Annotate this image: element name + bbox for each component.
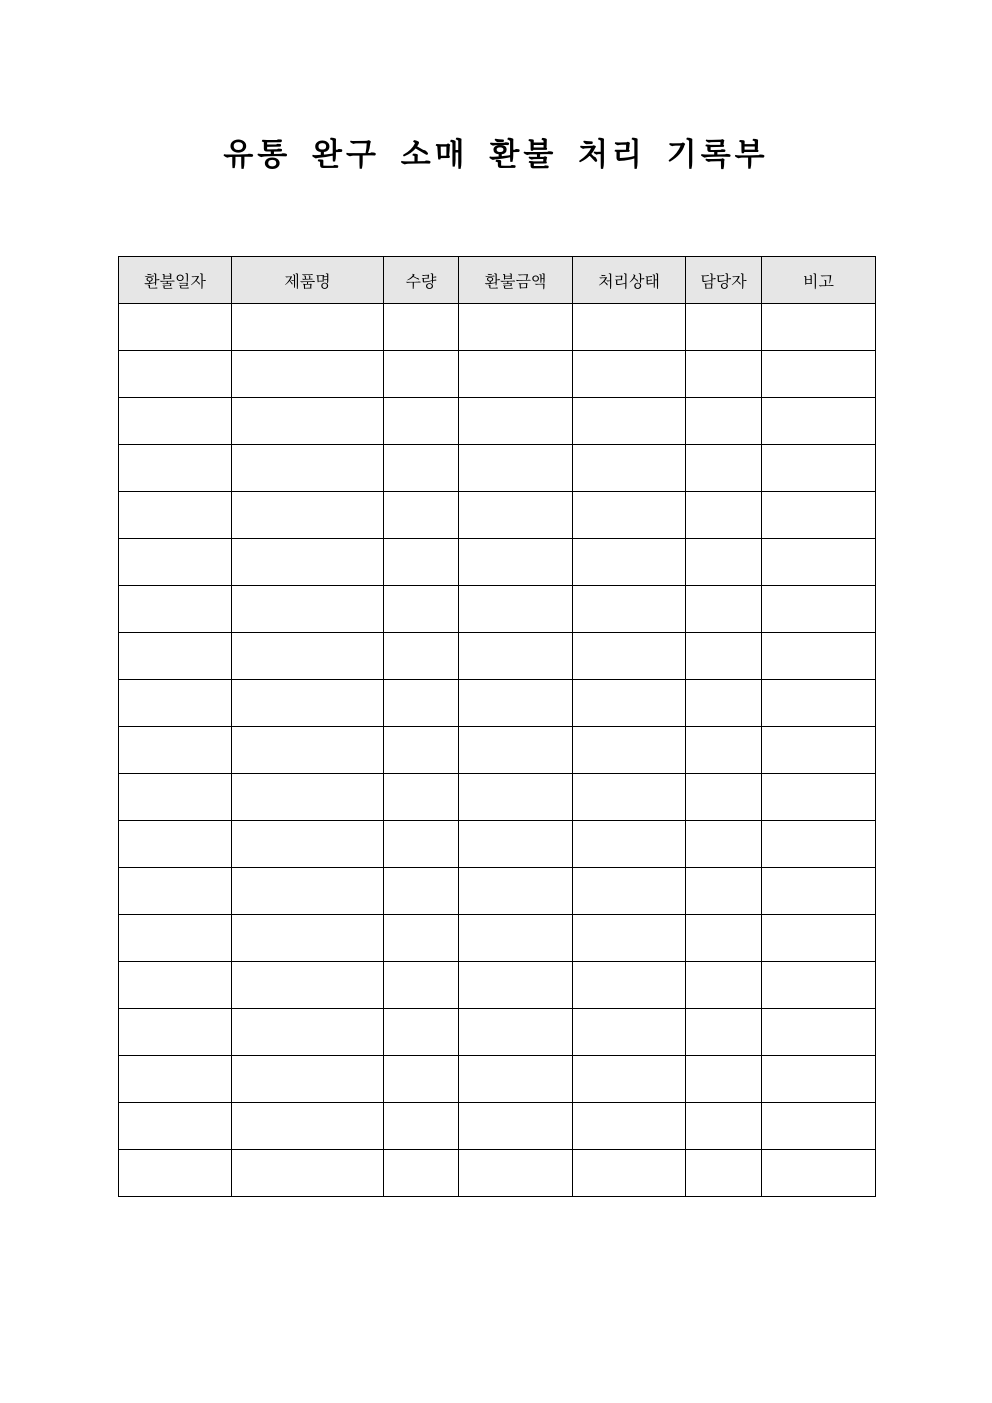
table-row: [119, 304, 876, 351]
cell-refund-date[interactable]: [119, 1056, 232, 1103]
cell-refund-amount[interactable]: [459, 1009, 573, 1056]
table-row: [119, 351, 876, 398]
cell-manager[interactable]: [686, 539, 762, 586]
cell-product-name[interactable]: [232, 680, 384, 727]
table-row: [119, 492, 876, 539]
cell-product-name[interactable]: [232, 492, 384, 539]
cell-manager[interactable]: [686, 868, 762, 915]
table-row: [119, 868, 876, 915]
cell-remarks[interactable]: [762, 774, 876, 821]
table-row: [119, 1150, 876, 1197]
cell-refund-amount[interactable]: [459, 398, 573, 445]
cell-remarks[interactable]: [762, 868, 876, 915]
table-row: [119, 727, 876, 774]
cell-quantity[interactable]: [384, 1009, 459, 1056]
cell-product-name[interactable]: [232, 915, 384, 962]
cell-process-status[interactable]: [573, 1103, 686, 1150]
table-body: [119, 304, 876, 1197]
header-remarks: 비고: [762, 257, 876, 304]
table-row: [119, 445, 876, 492]
header-refund-amount: 환불금액: [459, 257, 573, 304]
cell-quantity[interactable]: [384, 351, 459, 398]
cell-refund-amount[interactable]: [459, 1056, 573, 1103]
cell-product-name[interactable]: [232, 962, 384, 1009]
cell-refund-amount[interactable]: [459, 539, 573, 586]
cell-process-status[interactable]: [573, 727, 686, 774]
cell-process-status[interactable]: [573, 586, 686, 633]
table-row: [119, 539, 876, 586]
cell-quantity[interactable]: [384, 398, 459, 445]
table-row: [119, 1009, 876, 1056]
cell-refund-amount[interactable]: [459, 868, 573, 915]
cell-manager[interactable]: [686, 586, 762, 633]
cell-refund-date[interactable]: [119, 445, 232, 492]
cell-remarks[interactable]: [762, 727, 876, 774]
header-process-status: 처리상태: [573, 257, 686, 304]
table-row: [119, 586, 876, 633]
cell-refund-date[interactable]: [119, 821, 232, 868]
cell-process-status[interactable]: [573, 445, 686, 492]
table-row: [119, 680, 876, 727]
cell-remarks[interactable]: [762, 821, 876, 868]
cell-process-status[interactable]: [573, 680, 686, 727]
cell-manager[interactable]: [686, 445, 762, 492]
header-manager: 담당자: [686, 257, 762, 304]
table-row: [119, 1103, 876, 1150]
table-row: [119, 398, 876, 445]
table-row: [119, 1056, 876, 1103]
cell-process-status[interactable]: [573, 398, 686, 445]
table-row: [119, 915, 876, 962]
cell-remarks[interactable]: [762, 492, 876, 539]
cell-manager[interactable]: [686, 1056, 762, 1103]
cell-remarks[interactable]: [762, 1103, 876, 1150]
cell-quantity[interactable]: [384, 821, 459, 868]
refund-record-table: [118, 256, 876, 1197]
cell-quantity[interactable]: [384, 868, 459, 915]
cell-manager[interactable]: [686, 1009, 762, 1056]
cell-quantity[interactable]: [384, 1150, 459, 1197]
table-row: [119, 821, 876, 868]
cell-refund-date[interactable]: [119, 351, 232, 398]
cell-product-name[interactable]: [232, 351, 384, 398]
cell-process-status[interactable]: [573, 351, 686, 398]
cell-remarks[interactable]: [762, 445, 876, 492]
cell-manager[interactable]: [686, 774, 762, 821]
cell-quantity[interactable]: [384, 1056, 459, 1103]
cell-process-status[interactable]: [573, 774, 686, 821]
cell-refund-date[interactable]: [119, 398, 232, 445]
cell-process-status[interactable]: [573, 821, 686, 868]
cell-remarks[interactable]: [762, 915, 876, 962]
cell-quantity[interactable]: [384, 727, 459, 774]
cell-process-status[interactable]: [573, 539, 686, 586]
cell-product-name[interactable]: [232, 1150, 384, 1197]
cell-process-status[interactable]: [573, 962, 686, 1009]
cell-refund-amount[interactable]: [459, 774, 573, 821]
cell-product-name[interactable]: [232, 868, 384, 915]
cell-product-name[interactable]: [232, 1056, 384, 1103]
cell-remarks[interactable]: [762, 398, 876, 445]
cell-quantity[interactable]: [384, 633, 459, 680]
cell-refund-date[interactable]: [119, 727, 232, 774]
cell-refund-date[interactable]: [119, 539, 232, 586]
cell-refund-amount[interactable]: [459, 586, 573, 633]
cell-quantity[interactable]: [384, 915, 459, 962]
cell-product-name[interactable]: [232, 398, 384, 445]
cell-refund-date[interactable]: [119, 1009, 232, 1056]
cell-product-name[interactable]: [232, 586, 384, 633]
header-product-name: 제품명: [232, 257, 384, 304]
cell-refund-date[interactable]: [119, 962, 232, 1009]
cell-manager[interactable]: [686, 351, 762, 398]
cell-quantity[interactable]: [384, 962, 459, 1009]
header-refund-date: 환불일자: [119, 257, 232, 304]
cell-manager[interactable]: [686, 1150, 762, 1197]
cell-refund-date[interactable]: [119, 304, 232, 351]
table-row: [119, 962, 876, 1009]
cell-refund-amount[interactable]: [459, 445, 573, 492]
cell-refund-date[interactable]: [119, 1150, 232, 1197]
cell-product-name[interactable]: [232, 539, 384, 586]
cell-refund-amount[interactable]: [459, 680, 573, 727]
cell-quantity[interactable]: [384, 1103, 459, 1150]
cell-refund-amount[interactable]: [459, 727, 573, 774]
page-title: 유통 완구 소매 환불 처리 기록부: [223, 137, 769, 173]
cell-remarks[interactable]: [762, 680, 876, 727]
cell-refund-date[interactable]: [119, 868, 232, 915]
cell-quantity[interactable]: [384, 304, 459, 351]
cell-remarks[interactable]: [762, 1150, 876, 1197]
cell-product-name[interactable]: [232, 727, 384, 774]
cell-manager[interactable]: [686, 915, 762, 962]
cell-product-name[interactable]: [232, 774, 384, 821]
cell-refund-amount[interactable]: [459, 821, 573, 868]
cell-quantity[interactable]: [384, 680, 459, 727]
cell-manager[interactable]: [686, 727, 762, 774]
cell-refund-date[interactable]: [119, 774, 232, 821]
cell-product-name[interactable]: [232, 821, 384, 868]
cell-refund-date[interactable]: [119, 1103, 232, 1150]
cell-refund-amount[interactable]: [459, 962, 573, 1009]
cell-refund-date[interactable]: [119, 586, 232, 633]
cell-product-name[interactable]: [232, 1009, 384, 1056]
cell-remarks[interactable]: [762, 539, 876, 586]
table-header-row: [119, 257, 876, 304]
cell-process-status[interactable]: [573, 1056, 686, 1103]
cell-refund-amount[interactable]: [459, 633, 573, 680]
cell-refund-amount[interactable]: [459, 351, 573, 398]
cell-remarks[interactable]: [762, 1056, 876, 1103]
table-row: [119, 774, 876, 821]
header-quantity: 수량: [384, 257, 459, 304]
cell-refund-amount[interactable]: [459, 915, 573, 962]
cell-process-status[interactable]: [573, 1150, 686, 1197]
cell-refund-amount[interactable]: [459, 1150, 573, 1197]
cell-refund-amount[interactable]: [459, 492, 573, 539]
cell-quantity[interactable]: [384, 774, 459, 821]
cell-refund-date[interactable]: [119, 915, 232, 962]
cell-process-status[interactable]: [573, 633, 686, 680]
cell-process-status[interactable]: [573, 1009, 686, 1056]
cell-remarks[interactable]: [762, 1009, 876, 1056]
cell-refund-date[interactable]: [119, 492, 232, 539]
cell-manager[interactable]: [686, 680, 762, 727]
cell-refund-amount[interactable]: [459, 1103, 573, 1150]
cell-refund-date[interactable]: [119, 633, 232, 680]
cell-manager[interactable]: [686, 633, 762, 680]
cell-process-status[interactable]: [573, 492, 686, 539]
cell-manager[interactable]: [686, 398, 762, 445]
cell-product-name[interactable]: [232, 633, 384, 680]
cell-quantity[interactable]: [384, 586, 459, 633]
cell-manager[interactable]: [686, 304, 762, 351]
cell-product-name[interactable]: [232, 304, 384, 351]
cell-remarks[interactable]: [762, 304, 876, 351]
cell-remarks[interactable]: [762, 633, 876, 680]
cell-quantity[interactable]: [384, 492, 459, 539]
cell-manager[interactable]: [686, 1103, 762, 1150]
table-row: [119, 633, 876, 680]
cell-product-name[interactable]: [232, 445, 384, 492]
cell-remarks[interactable]: [762, 586, 876, 633]
cell-process-status[interactable]: [573, 915, 686, 962]
cell-refund-amount[interactable]: [459, 304, 573, 351]
cell-quantity[interactable]: [384, 445, 459, 492]
cell-remarks[interactable]: [762, 351, 876, 398]
cell-product-name[interactable]: [232, 1103, 384, 1150]
cell-manager[interactable]: [686, 821, 762, 868]
cell-remarks[interactable]: [762, 962, 876, 1009]
cell-manager[interactable]: [686, 492, 762, 539]
cell-process-status[interactable]: [573, 304, 686, 351]
cell-refund-date[interactable]: [119, 680, 232, 727]
cell-manager[interactable]: [686, 962, 762, 1009]
cell-process-status[interactable]: [573, 868, 686, 915]
cell-quantity[interactable]: [384, 539, 459, 586]
